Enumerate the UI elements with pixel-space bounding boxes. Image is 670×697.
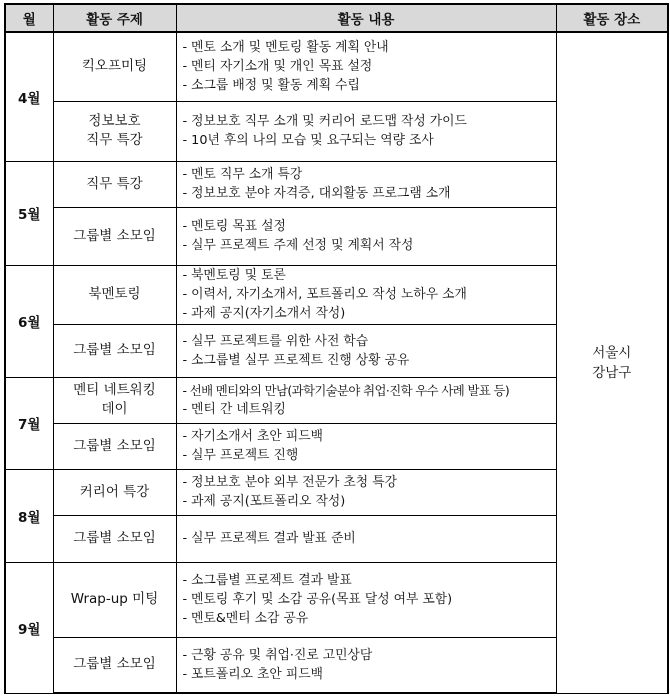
topic-cell: 직무 특강 xyxy=(53,161,176,207)
content-cell xyxy=(176,265,556,324)
content-item: - 이력서, 자기소개서, 포트폴리오 작성 노하우 소개 xyxy=(182,287,467,302)
table-row xyxy=(5,32,668,101)
place-line: 서울시 xyxy=(592,344,632,361)
topic-cell: 북멘토링 xyxy=(53,265,176,324)
topic-cell: 멘티 네트워킹 데이 xyxy=(53,377,176,423)
content-item: - 과제 공지(포트폴리오 작성) xyxy=(182,494,346,509)
content-item: - 멘티 간 네트워킹 xyxy=(182,402,286,417)
topic-cell: 그룹별 소모임 xyxy=(53,515,176,562)
content-cell xyxy=(176,207,556,265)
content-item: - 멘토링 후기 및 소감 공유(목표 달성 여부 포함) xyxy=(182,592,453,607)
topic-cell: 킥오프미팅 xyxy=(53,32,176,101)
content-item: - 실무 프로젝트를 위한 사전 학습 xyxy=(182,333,369,349)
content-item: - 근황 공유 및 취업·진로 고민상담 xyxy=(182,647,373,663)
topic-cell: Wrap-up 미팅 xyxy=(53,562,176,637)
content-cell xyxy=(176,161,556,207)
content-item: - 멘토 소개 및 멘토링 활동 계획 안내 xyxy=(182,40,389,56)
content-item: - 멘토링 목표 설정 xyxy=(182,219,286,234)
content-cell xyxy=(176,101,556,161)
month-cell: 7월 xyxy=(5,377,53,469)
content-item: - 정보보호 분야 외부 전문가 초청 특강 xyxy=(182,475,397,490)
content-item: - 멘티 자기소개 및 개인 목표 설정 xyxy=(182,59,373,75)
header-row xyxy=(5,4,668,32)
month-cell: 9월 xyxy=(5,562,53,693)
header-month: 월 xyxy=(5,4,53,32)
content-item: - 소그룹 배정 및 활동 계획 수립 xyxy=(182,78,360,94)
content-cell xyxy=(176,377,556,423)
content-item: - 멘토&멘티 소감 공유 xyxy=(182,611,309,626)
content-cell xyxy=(176,637,556,693)
content-item: - 실무 프로젝트 진행 xyxy=(182,448,299,463)
topic-cell: 그룹별 소모임 xyxy=(53,423,176,469)
content-item: - 실무 프로젝트 주제 선정 및 계획서 작성 xyxy=(182,238,414,253)
topic-cell: 그룹별 소모임 xyxy=(53,324,176,377)
content-item: - 선배 멘티와의 만남(과학기술분야 취업·진학 우수 사례 발표 등) xyxy=(182,383,510,398)
content-item: - 북멘토링 및 토론 xyxy=(182,268,286,283)
content-cell xyxy=(176,562,556,637)
month-cell: 5월 xyxy=(5,161,53,265)
content-item: - 소그룹별 실무 프로젝트 진행 상황 공유 xyxy=(182,352,410,368)
content-item: - 자기소개서 초안 피드백 xyxy=(182,429,323,444)
content-cell xyxy=(176,32,556,101)
topic-cell: 정보보호 직무 특강 xyxy=(53,101,176,161)
schedule-document xyxy=(4,3,667,694)
schedule-table xyxy=(4,3,669,694)
month-cell: 4월 xyxy=(5,32,53,161)
topic-cell: 그룹별 소모임 xyxy=(53,207,176,265)
topic-cell: 커리어 특강 xyxy=(53,469,176,515)
content-item: - 포트폴리오 초안 피드백 xyxy=(182,666,323,682)
content-cell xyxy=(176,469,556,515)
header-content: 활동 내용 xyxy=(176,4,556,32)
content-cell xyxy=(176,515,556,562)
content-item: - 정보보호 분야 자격증, 대외활동 프로그램 소개 xyxy=(182,186,451,201)
content-item: - 멘토 직무 소개 특강 xyxy=(182,167,303,182)
place-line: 강남구 xyxy=(592,364,632,381)
header-topic: 활동 주제 xyxy=(53,4,176,32)
place-cell xyxy=(556,32,668,693)
content-item: - 과제 공지(자기소개서 작성) xyxy=(182,306,346,321)
month-cell: 8월 xyxy=(5,469,53,562)
month-cell: 6월 xyxy=(5,265,53,377)
content-item: - 정보보호 직무 소개 및 커리어 로드맵 작성 가이드 xyxy=(182,114,467,129)
content-item: - 실무 프로젝트 결과 발표 준비 xyxy=(182,531,356,546)
content-item: - 소그룹별 프로젝트 결과 발표 xyxy=(182,573,352,588)
content-cell xyxy=(176,324,556,377)
content-cell xyxy=(176,423,556,469)
header-place: 활동 장소 xyxy=(556,4,668,32)
topic-cell: 그룹별 소모임 xyxy=(53,637,176,693)
content-item: - 10년 후의 나의 모습 및 요구되는 역량 조사 xyxy=(182,133,434,148)
